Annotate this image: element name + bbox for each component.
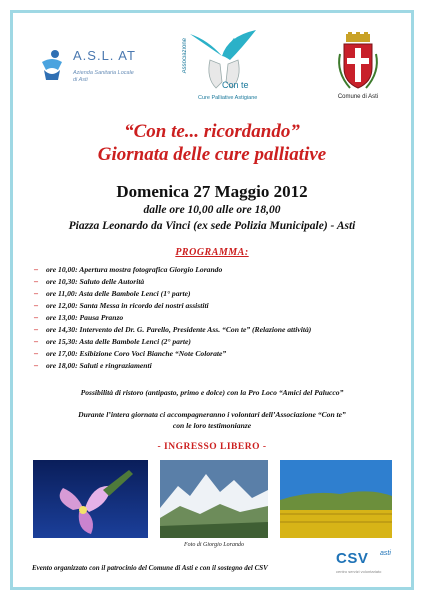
asl-subtitle: Azienda Sanitaria Locale <box>73 70 134 76</box>
list-item <box>34 324 404 336</box>
list-item <box>34 288 404 300</box>
asl-title: A.S.L. AT <box>73 48 136 63</box>
con-te-name: Con te <box>222 80 249 90</box>
programma-list <box>34 264 404 372</box>
con-te-logo <box>182 26 266 112</box>
ristoro-note: Possibilità di ristoro (antipasto, primo e dolce) con la Pro Loco “Amici del Palucco” <box>80 388 344 397</box>
list-item-text: ore 10,00: Apertura mostra fotografica Giorgio Lorando <box>46 265 223 274</box>
bullet-icon: – <box>34 313 38 322</box>
bullet-icon: – <box>34 337 38 346</box>
flower-photo <box>33 460 148 538</box>
event-hours: dalle ore 10,00 alle ore 18,00 <box>143 204 281 216</box>
list-item-text: ore 18,00: Saluti e ringraziamenti <box>46 361 152 370</box>
coat-of-arms-icon <box>330 32 386 92</box>
list-item <box>34 300 404 312</box>
bullet-icon: – <box>34 301 38 310</box>
csv-asti: asti <box>380 550 391 557</box>
list-item <box>34 336 404 348</box>
footer-note: Evento organizzato con il patrocinio del Comune di Asti e con il sostegno del CSV <box>32 564 268 572</box>
con-te-vertical-label: Associazione <box>182 38 188 74</box>
bullet-icon: – <box>34 361 38 370</box>
list-item-text: ore 15,30: Asta delle Bambole Lenci (2° parte) <box>46 337 191 346</box>
comune-asti-logo <box>330 32 386 104</box>
csv-subtitle: centro servizi volontariato <box>336 569 382 574</box>
free-entry-banner: - INGRESSO LIBERO - <box>157 442 267 452</box>
list-item <box>34 348 404 360</box>
bullet-icon: – <box>34 325 38 334</box>
list-item-text: ore 12,00: Santa Messa in ricordo dei nostri assistiti <box>46 301 209 310</box>
list-item-text: ore 17,00: Esibizione Coro Voci Bianche “Note Colorate” <box>46 349 227 358</box>
list-item <box>34 264 404 276</box>
list-item <box>34 312 404 324</box>
list-item <box>34 360 404 372</box>
headline-event: Giornata delle cure palliative <box>97 144 327 165</box>
bullet-icon: – <box>34 289 38 298</box>
list-item-text: ore 13,00: Pausa Pranzo <box>46 313 124 322</box>
list-item <box>34 276 404 288</box>
asl-subtitle-city: di Asti <box>73 77 88 83</box>
con-te-subtitle: Cure Palliative Astigiane <box>198 95 258 101</box>
event-place: Piazza Leonardo da Vinci (ex sede Polizia Municipale) - Asti <box>68 220 356 232</box>
bullet-icon: – <box>34 265 38 274</box>
photo-credit: Foto di Giorgio Lorando <box>184 542 244 548</box>
list-item-text: ore 11,00: Asta delle Bambole Lenci (1° parte) <box>46 289 191 298</box>
bullet-icon: – <box>34 349 38 358</box>
headline-quote: “Con te... ricordando” <box>124 121 300 142</box>
comune-caption: Comune di Asti <box>337 94 379 100</box>
programma-heading: PROGRAMMA: <box>175 247 249 258</box>
mountain-photo <box>160 460 268 538</box>
list-item-text: ore 14,30: Intervento del Dr. G. Parello, Presidente Ass. “Con te” (Relazione attività) <box>46 325 312 334</box>
volunteers-note: Durante l’intera giornata ci accompagneranno i volontari dell’Associazione “Con te” <box>78 410 346 419</box>
sunflower-field-photo <box>280 460 392 538</box>
asl-figure-icon <box>38 48 66 82</box>
csv-logo <box>336 548 400 578</box>
list-item-text: ore 10,30: Saluto delle Autorità <box>46 277 145 286</box>
asl-logo <box>38 48 148 98</box>
bullet-icon: – <box>34 277 38 286</box>
csv-word: CSV <box>336 550 369 567</box>
volunteers-note-cont: con le loro testimonianze <box>172 421 252 430</box>
event-date: Domenica 27 Maggio 2012 <box>116 182 308 201</box>
